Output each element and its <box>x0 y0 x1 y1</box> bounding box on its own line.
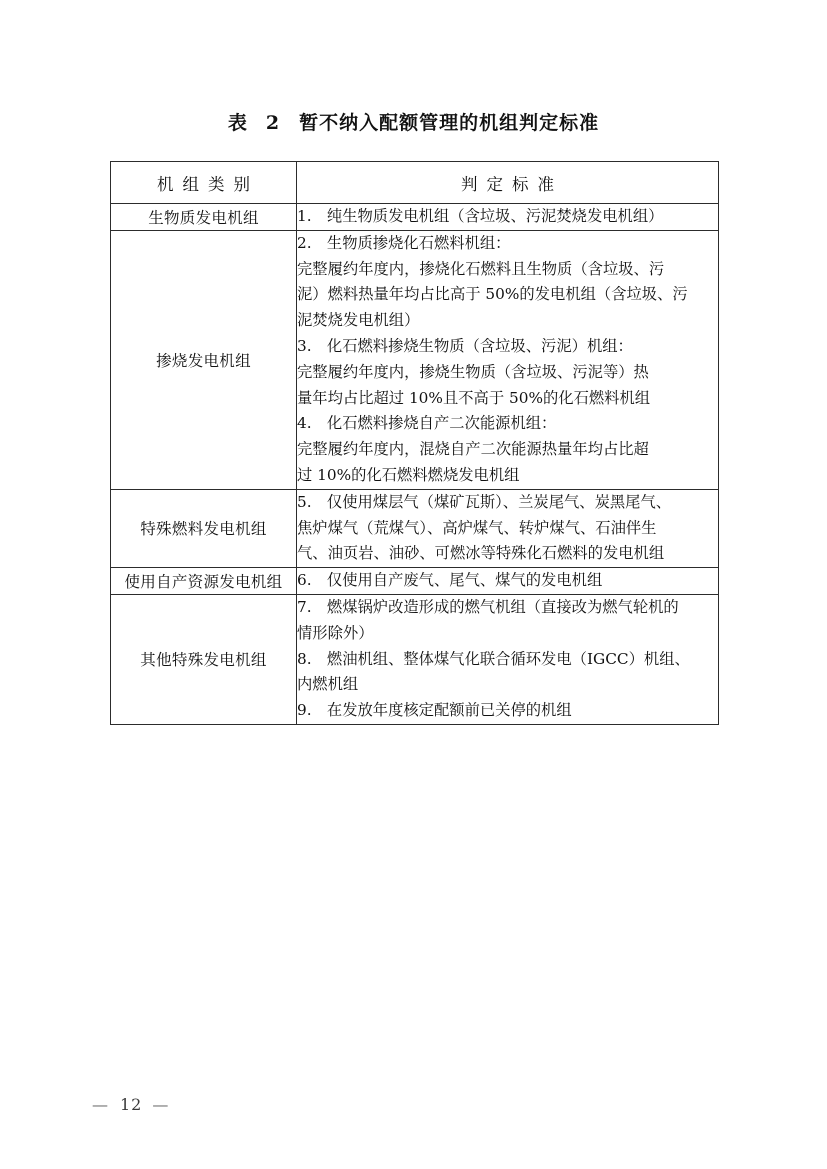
criteria-line: 7. 燃煤锅炉改造形成的燃气机组（直接改为燃气轮机的 <box>297 597 679 616</box>
cell-criteria <box>297 594 719 724</box>
criteria-line: 气、油页岩、油砂、可燃冰等特殊化石燃料的发电机组 <box>297 544 665 563</box>
page-footer <box>92 1095 292 1114</box>
cell-category: 生物质发电机组 <box>111 204 297 231</box>
criteria-line: 完整履约年度内，混烧自产二次能源热量年均占比超 <box>297 440 649 459</box>
cell-category: 特殊燃料发电机组 <box>111 489 297 567</box>
cell-criteria <box>297 489 719 567</box>
table-row <box>111 594 719 724</box>
criteria-line: 5. 仅使用煤层气（煤矿瓦斯）、兰炭尾气、炭黑尾气、 <box>297 492 672 511</box>
cell-criteria <box>297 230 719 489</box>
criteria-line: 量年均占比超过 10%且不高于 50%的化石燃料机组 <box>297 388 651 407</box>
criteria-line: 完整履约年度内，掺烧生物质（含垃圾、污泥等）热 <box>297 362 649 381</box>
criteria-line: 过 10%的化石燃料燃烧发电机组 <box>297 465 520 484</box>
table-title-caption: 暂不纳入配额管理的机组判定标准 <box>299 112 600 134</box>
page-number: 12 <box>120 1095 143 1114</box>
cell-category: 使用自产资源发电机组 <box>111 568 297 595</box>
criteria-line: 焦炉煤气（荒煤气）、高炉煤气、转炉煤气、石油伴生 <box>297 518 657 537</box>
criteria-line: 情形除外） <box>297 623 374 642</box>
footer-dash-right: — <box>152 1095 171 1114</box>
table-title-number: 2 <box>265 112 282 134</box>
cell-criteria <box>297 204 719 231</box>
criteria-line: 1. 纯生物质发电机组（含垃圾、污泥焚烧发电机组） <box>297 207 664 225</box>
criteria-line: 2. 生物质掺烧化石燃料机组： <box>297 233 511 252</box>
criteria-line: 8. 燃油机组、整体煤气化联合循环发电（IGCC）机组、 <box>297 649 690 668</box>
table-body <box>111 204 719 725</box>
table-row <box>111 204 719 231</box>
table-row <box>111 568 719 595</box>
criteria-line: 9. 在发放年度核定配额前已关停的机组 <box>297 701 572 720</box>
criteria-line: 4. 化石燃料掺烧自产二次能源机组： <box>297 414 557 433</box>
criteria-line: 3. 化石燃料掺烧生物质（含垃圾、污泥）机组： <box>297 336 633 355</box>
table-row <box>111 230 719 489</box>
table-title-label: 表 <box>227 112 248 134</box>
criteria-line: 内燃机组 <box>297 675 359 694</box>
cell-criteria <box>297 568 719 595</box>
criteria-table <box>110 161 719 725</box>
table-header-row <box>111 162 719 204</box>
criteria-line: 泥）燃料热量年均占比高于 50%的发电机组（含垃圾、污 <box>297 285 688 304</box>
column-header-criteria: 判定标准 <box>297 162 719 204</box>
column-header-category: 机组类别 <box>111 162 297 204</box>
cell-category: 其他特殊发电机组 <box>111 594 297 724</box>
table-title <box>0 108 827 135</box>
footer-dash-left: — <box>92 1095 110 1114</box>
criteria-line: 泥焚烧发电机组） <box>297 311 420 330</box>
criteria-line: 完整履约年度内，掺烧化石燃料且生物质（含垃圾、污 <box>297 259 665 278</box>
table-row <box>111 489 719 567</box>
criteria-line: 6. 仅使用自产废气、尾气、煤气的发电机组 <box>297 571 603 590</box>
cell-category: 掺烧发电机组 <box>111 230 297 489</box>
